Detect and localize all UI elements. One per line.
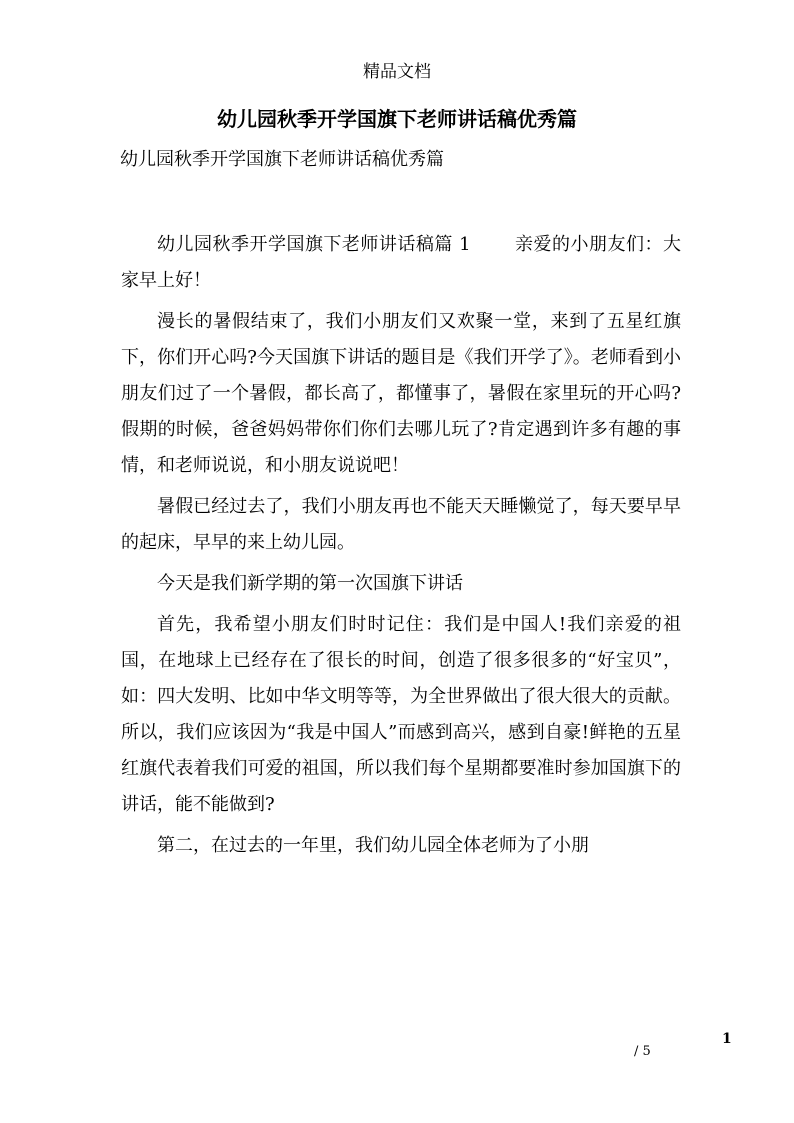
paragraph: 暑假已经过去了，我们小朋友再也不能天天睡懒觉了，每天要早早的起床，早早的来上幼儿园。: [121, 496, 681, 553]
greeting-text: 亲爱的小朋友们：大家早上好！: [121, 234, 681, 291]
paragraph: 第二，在过去的一年里，我们幼儿园全体老师为了小朋: [157, 835, 589, 856]
page-total: / 5: [634, 1044, 651, 1059]
speech-heading: 幼儿园秋季开学国旗下老师讲话稿篇 1: [157, 234, 471, 255]
paragraph: 今天是我们新学期的第一次国旗下讲话: [157, 573, 463, 594]
document-header: 精品文档: [363, 62, 431, 82]
page-number: 1: [722, 1031, 732, 1047]
paragraph-greeting: [121, 227, 681, 299]
document-subtitle: 幼儿园秋季开学国旗下老师讲话稿优秀篇: [120, 149, 444, 170]
paragraph: 首先，我希望小朋友们时时记住：我们是中国人!我们亲爱的祖国，在地球上已经存在了很长的时间，创造了很多很多的“好宝贝”，如：四大发明、比如中华文明等等，为全世界做出了很大很大的贡献。所以，我们应该因为“我是中国人”而感到高兴，感到自豪!鲜艳的五星红旗代表着我们可爱的祖国，所以我们每个星期都要准时参加国旗下的讲话，能不能做到?: [121, 614, 681, 815]
document-title: 幼儿园秋季开学国旗下老师讲话稿优秀篇: [217, 107, 577, 131]
paragraph: 漫长的暑假结束了，我们小朋友们又欢聚一堂，来到了五星红旗下，你们开心吗?今天国旗下讲话的题目是《我们开学了》。老师看到小朋友们过了一个暑假，都长高了，都懂事了，暑假在家里玩的开心吗?假期的时候，爸爸妈妈带你们你们去哪儿玩了?肯定遇到许多有趣的事情，和老师说说，和小朋友说说吧！: [121, 311, 681, 476]
document-body: [121, 227, 681, 869]
